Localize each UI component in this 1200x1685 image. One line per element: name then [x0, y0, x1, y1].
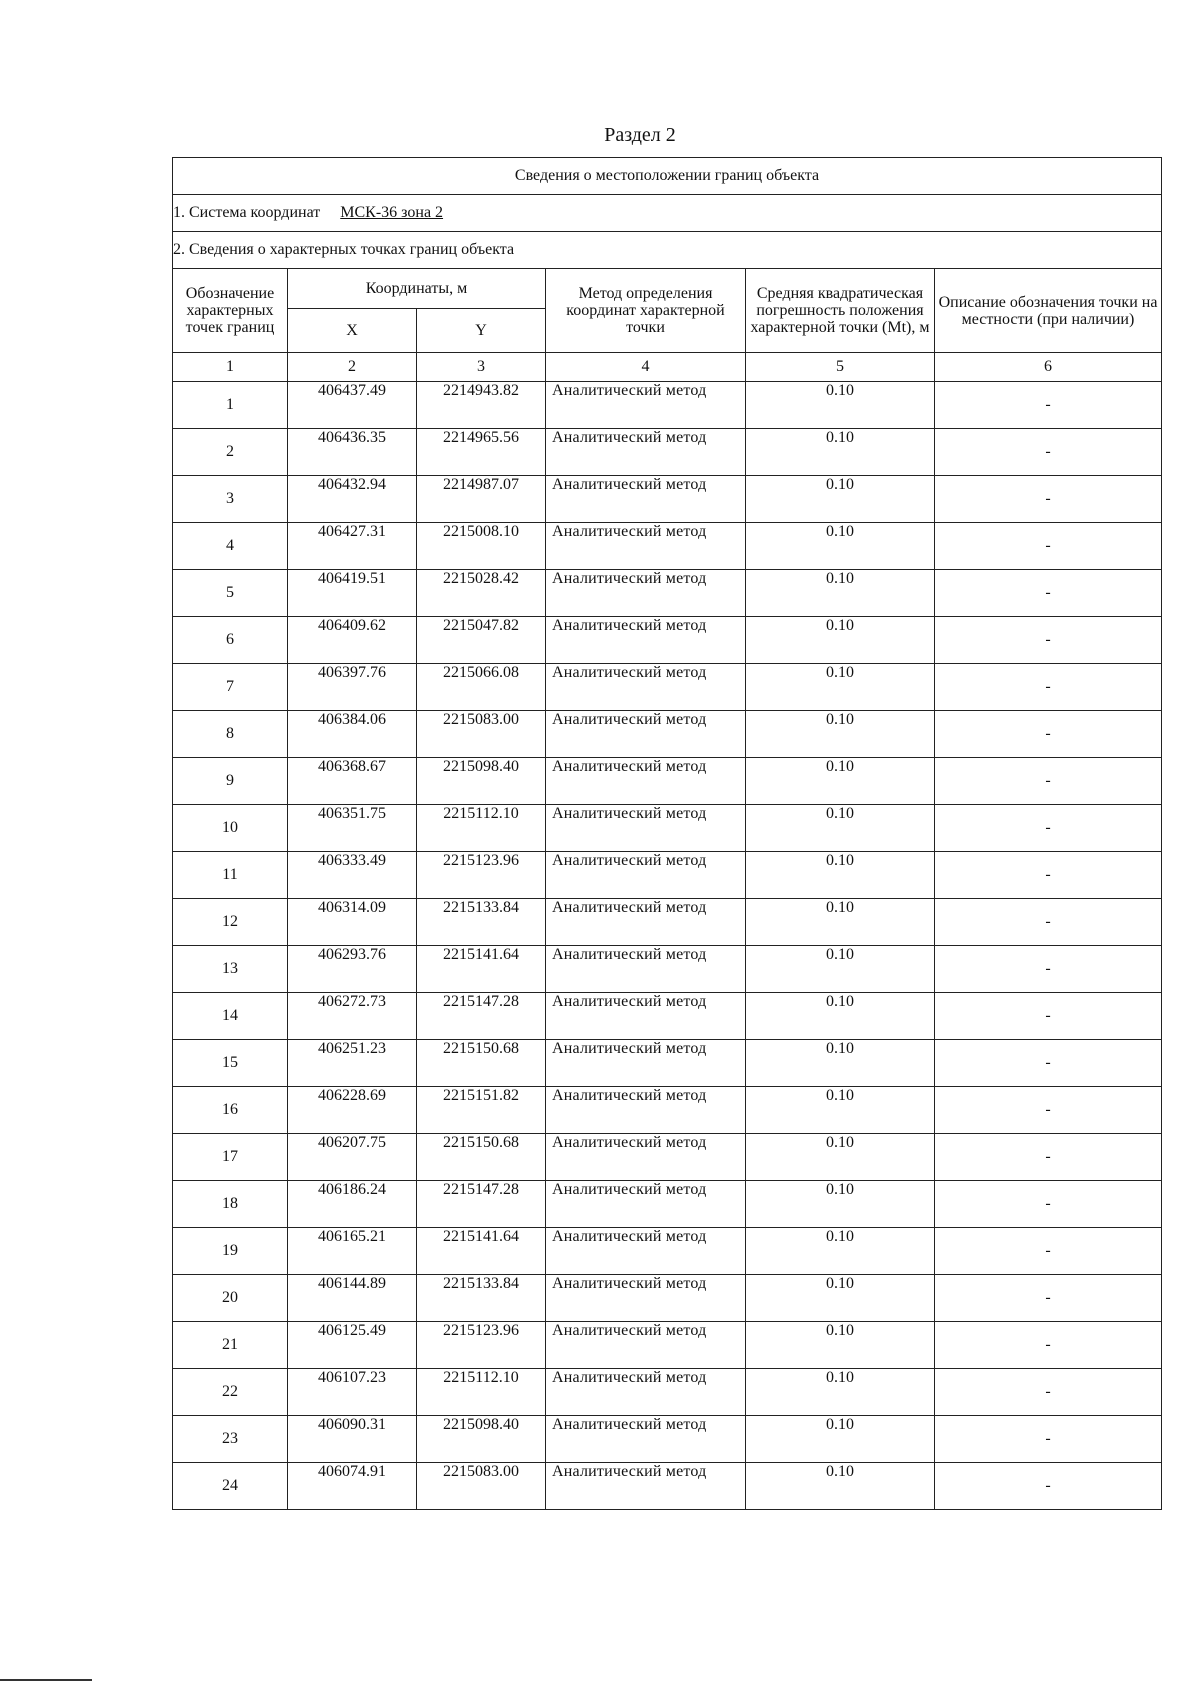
point-number-cell: 9	[173, 758, 288, 805]
table-row	[173, 711, 1162, 758]
description-cell: -	[935, 1181, 1162, 1228]
boundary-points-table	[172, 157, 1162, 1510]
table-row	[173, 758, 1162, 805]
description-cell: -	[935, 946, 1162, 993]
x-coordinate-cell: 406228.69	[288, 1087, 417, 1134]
x-coordinate-cell: 406090.31	[288, 1416, 417, 1463]
y-coordinate-cell: 2215047.82	[417, 617, 546, 664]
description-cell: -	[935, 523, 1162, 570]
method-cell: Аналитический метод	[546, 946, 746, 993]
point-number-cell: 12	[173, 899, 288, 946]
point-number-cell: 21	[173, 1322, 288, 1369]
description-cell: -	[935, 993, 1162, 1040]
table-row	[173, 899, 1162, 946]
method-cell: Аналитический метод	[546, 476, 746, 523]
x-coordinate-cell: 406125.49	[288, 1322, 417, 1369]
x-coordinate-cell: 406074.91	[288, 1463, 417, 1510]
y-coordinate-cell: 2215123.96	[417, 1322, 546, 1369]
table-row	[173, 1416, 1162, 1463]
error-cell: 0.10	[746, 711, 935, 758]
y-coordinate-cell: 2214987.07	[417, 476, 546, 523]
point-number-cell: 19	[173, 1228, 288, 1275]
x-coordinate-cell: 406397.76	[288, 664, 417, 711]
method-cell: Аналитический метод	[546, 1463, 746, 1510]
scan-edge-mark	[0, 1679, 92, 1681]
y-coordinate-cell: 2215133.84	[417, 1275, 546, 1322]
x-coordinate-cell: 406107.23	[288, 1369, 417, 1416]
x-coordinate-cell: 406432.94	[288, 476, 417, 523]
y-coordinate-cell: 2215150.68	[417, 1134, 546, 1181]
y-coordinate-cell: 2215150.68	[417, 1040, 546, 1087]
x-coordinate-cell: 406293.76	[288, 946, 417, 993]
table-row	[173, 805, 1162, 852]
x-coordinate-cell: 406419.51	[288, 570, 417, 617]
coord-system-label: 1. Система координат	[173, 204, 321, 221]
description-cell: -	[935, 1040, 1162, 1087]
block-title: Сведения о местоположении границ объекта	[173, 158, 1162, 195]
point-number-cell: 23	[173, 1416, 288, 1463]
table-row	[173, 1463, 1162, 1510]
header-coordinates: Координаты, м	[288, 269, 546, 309]
description-cell: -	[935, 382, 1162, 429]
description-cell: -	[935, 1369, 1162, 1416]
point-number-cell: 24	[173, 1463, 288, 1510]
y-coordinate-cell: 2215066.08	[417, 664, 546, 711]
x-coordinate-cell: 406368.67	[288, 758, 417, 805]
table-row	[173, 1087, 1162, 1134]
y-coordinate-cell: 2215008.10	[417, 523, 546, 570]
error-cell: 0.10	[746, 1416, 935, 1463]
method-cell: Аналитический метод	[546, 758, 746, 805]
error-cell: 0.10	[746, 946, 935, 993]
section-title: Раздел 2	[604, 124, 676, 146]
table-row	[173, 1181, 1162, 1228]
coord-system-value: МСК-36 зона 2	[340, 204, 444, 221]
y-coordinate-cell: 2215141.64	[417, 1228, 546, 1275]
coord-system-cell	[173, 195, 1162, 232]
method-cell: Аналитический метод	[546, 429, 746, 476]
point-number-cell: 22	[173, 1369, 288, 1416]
point-number-cell: 6	[173, 617, 288, 664]
y-coordinate-cell: 2215083.00	[417, 711, 546, 758]
error-cell: 0.10	[746, 993, 935, 1040]
description-cell: -	[935, 570, 1162, 617]
block-title-row	[173, 158, 1162, 195]
point-number-cell: 7	[173, 664, 288, 711]
table-row	[173, 852, 1162, 899]
error-cell: 0.10	[746, 1228, 935, 1275]
method-cell: Аналитический метод	[546, 1228, 746, 1275]
error-cell: 0.10	[746, 1181, 935, 1228]
table-row	[173, 946, 1162, 993]
method-cell: Аналитический метод	[546, 664, 746, 711]
description-cell: -	[935, 758, 1162, 805]
description-cell: -	[935, 1275, 1162, 1322]
method-cell: Аналитический метод	[546, 711, 746, 758]
header-description: Описание обозначения точки на местности (при наличии)	[935, 269, 1162, 353]
col-number: 2	[288, 353, 417, 382]
col-number: 5	[746, 353, 935, 382]
points-title: 2. Сведения о характерных точках границ объекта	[173, 232, 1162, 269]
point-number-cell: 1	[173, 382, 288, 429]
description-cell: -	[935, 1134, 1162, 1181]
description-cell: -	[935, 1463, 1162, 1510]
x-coordinate-cell: 406333.49	[288, 852, 417, 899]
x-coordinate-cell: 406437.49	[288, 382, 417, 429]
point-number-cell: 18	[173, 1181, 288, 1228]
error-cell: 0.10	[746, 1040, 935, 1087]
method-cell: Аналитический метод	[546, 1416, 746, 1463]
x-coordinate-cell: 406186.24	[288, 1181, 417, 1228]
point-number-cell: 8	[173, 711, 288, 758]
x-coordinate-cell: 406384.06	[288, 711, 417, 758]
table-row	[173, 1275, 1162, 1322]
x-coordinate-cell: 406351.75	[288, 805, 417, 852]
error-cell: 0.10	[746, 476, 935, 523]
point-number-cell: 16	[173, 1087, 288, 1134]
x-coordinate-cell: 406436.35	[288, 429, 417, 476]
table-row	[173, 523, 1162, 570]
error-cell: 0.10	[746, 1134, 935, 1181]
method-cell: Аналитический метод	[546, 1369, 746, 1416]
description-cell: -	[935, 1322, 1162, 1369]
error-cell: 0.10	[746, 805, 935, 852]
col-number: 3	[417, 353, 546, 382]
error-cell: 0.10	[746, 852, 935, 899]
description-cell: -	[935, 711, 1162, 758]
error-cell: 0.10	[746, 758, 935, 805]
table-row	[173, 1228, 1162, 1275]
table-row	[173, 429, 1162, 476]
y-coordinate-cell: 2215112.10	[417, 1369, 546, 1416]
table-row	[173, 993, 1162, 1040]
error-cell: 0.10	[746, 1369, 935, 1416]
point-number-cell: 2	[173, 429, 288, 476]
error-cell: 0.10	[746, 1275, 935, 1322]
table-row	[173, 382, 1162, 429]
method-cell: Аналитический метод	[546, 899, 746, 946]
error-cell: 0.10	[746, 1087, 935, 1134]
y-coordinate-cell: 2214965.56	[417, 429, 546, 476]
error-cell: 0.10	[746, 570, 935, 617]
description-cell: -	[935, 899, 1162, 946]
header-method: Метод определения координат характерной точки	[546, 269, 746, 353]
point-number-cell: 15	[173, 1040, 288, 1087]
header-row-1	[173, 269, 1162, 309]
y-coordinate-cell: 2215028.42	[417, 570, 546, 617]
table-row	[173, 664, 1162, 711]
error-cell: 0.10	[746, 1322, 935, 1369]
point-number-cell: 11	[173, 852, 288, 899]
method-cell: Аналитический метод	[546, 523, 746, 570]
error-cell: 0.10	[746, 429, 935, 476]
method-cell: Аналитический метод	[546, 1040, 746, 1087]
x-coordinate-cell: 406427.31	[288, 523, 417, 570]
column-numbers-row	[173, 353, 1162, 382]
y-coordinate-cell: 2215151.82	[417, 1087, 546, 1134]
error-cell: 0.10	[746, 1463, 935, 1510]
point-number-cell: 20	[173, 1275, 288, 1322]
y-coordinate-cell: 2215147.28	[417, 1181, 546, 1228]
col-number: 1	[173, 353, 288, 382]
y-coordinate-cell: 2215098.40	[417, 1416, 546, 1463]
header-error: Средняя квадратическая погрешность положения характерной точки (Mt), м	[746, 269, 935, 353]
error-cell: 0.10	[746, 382, 935, 429]
description-cell: -	[935, 1416, 1162, 1463]
point-number-cell: 3	[173, 476, 288, 523]
method-cell: Аналитический метод	[546, 1322, 746, 1369]
y-coordinate-cell: 2215083.00	[417, 1463, 546, 1510]
x-coordinate-cell: 406251.23	[288, 1040, 417, 1087]
method-cell: Аналитический метод	[546, 570, 746, 617]
description-cell: -	[935, 476, 1162, 523]
points-title-row	[173, 232, 1162, 269]
x-coordinate-cell: 406314.09	[288, 899, 417, 946]
y-coordinate-cell: 2215147.28	[417, 993, 546, 1040]
description-cell: -	[935, 852, 1162, 899]
method-cell: Аналитический метод	[546, 1087, 746, 1134]
error-cell: 0.10	[746, 523, 935, 570]
method-cell: Аналитический метод	[546, 805, 746, 852]
y-coordinate-cell: 2215141.64	[417, 946, 546, 993]
table-row	[173, 476, 1162, 523]
col-number: 4	[546, 353, 746, 382]
x-coordinate-cell: 406165.21	[288, 1228, 417, 1275]
point-number-cell: 17	[173, 1134, 288, 1181]
table-row	[173, 570, 1162, 617]
point-number-cell: 13	[173, 946, 288, 993]
method-cell: Аналитический метод	[546, 382, 746, 429]
table-row	[173, 1040, 1162, 1087]
table-row	[173, 1369, 1162, 1416]
point-number-cell: 4	[173, 523, 288, 570]
method-cell: Аналитический метод	[546, 993, 746, 1040]
y-coordinate-cell: 2215098.40	[417, 758, 546, 805]
table-row	[173, 1322, 1162, 1369]
y-coordinate-cell: 2215133.84	[417, 899, 546, 946]
header-y: Y	[417, 309, 546, 353]
header-point-designation: Обозначение характерных точек границ	[173, 269, 288, 353]
coord-system-row	[173, 195, 1162, 232]
method-cell: Аналитический метод	[546, 852, 746, 899]
point-number-cell: 10	[173, 805, 288, 852]
method-cell: Аналитический метод	[546, 1134, 746, 1181]
header-x: X	[288, 309, 417, 353]
point-number-cell: 5	[173, 570, 288, 617]
table-row	[173, 1134, 1162, 1181]
col-number: 6	[935, 353, 1162, 382]
x-coordinate-cell: 406144.89	[288, 1275, 417, 1322]
y-coordinate-cell: 2215112.10	[417, 805, 546, 852]
x-coordinate-cell: 406272.73	[288, 993, 417, 1040]
y-coordinate-cell: 2215123.96	[417, 852, 546, 899]
error-cell: 0.10	[746, 899, 935, 946]
method-cell: Аналитический метод	[546, 617, 746, 664]
description-cell: -	[935, 617, 1162, 664]
description-cell: -	[935, 1087, 1162, 1134]
y-coordinate-cell: 2214943.82	[417, 382, 546, 429]
description-cell: -	[935, 1228, 1162, 1275]
description-cell: -	[935, 805, 1162, 852]
x-coordinate-cell: 406207.75	[288, 1134, 417, 1181]
point-number-cell: 14	[173, 993, 288, 1040]
error-cell: 0.10	[746, 617, 935, 664]
description-cell: -	[935, 664, 1162, 711]
error-cell: 0.10	[746, 664, 935, 711]
method-cell: Аналитический метод	[546, 1181, 746, 1228]
table-row	[173, 617, 1162, 664]
description-cell: -	[935, 429, 1162, 476]
x-coordinate-cell: 406409.62	[288, 617, 417, 664]
method-cell: Аналитический метод	[546, 1275, 746, 1322]
